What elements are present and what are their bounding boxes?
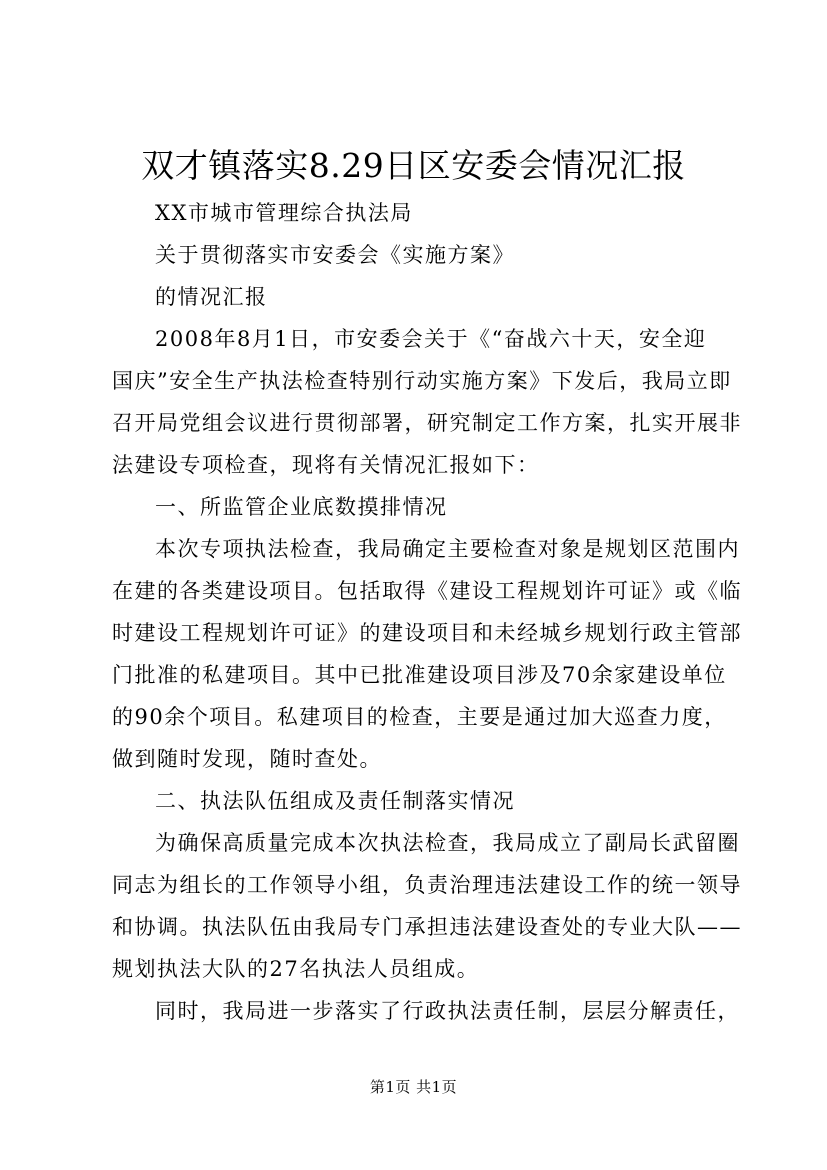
text-line: 国庆”安全生产执法检查特别行动实施方案》下发后，我局立即 xyxy=(112,369,732,393)
text-line: 关于贯彻落实市安委会《实施方案》 xyxy=(155,243,515,267)
section-heading: 一、所监管企业底数摸排情况 xyxy=(155,495,448,519)
text-line: 时建设工程规划许可证》的建设项目和未经城乡规划行政主管部 xyxy=(112,621,742,645)
text-line: 为确保高质量完成本次执法检查，我局成立了副局长武留圈 xyxy=(155,831,740,855)
text-line: 同时，我局进一步落实了行政执法责任制，层层分解责任， xyxy=(155,999,740,1023)
text-line: 召开局党组会议进行贯彻部署，研究制定工作方案，扎实开展非 xyxy=(112,411,742,435)
text-line: 做到随时发现，随时查处。 xyxy=(112,747,382,771)
text-line: 的情况汇报 xyxy=(155,285,268,309)
text-line: 2008年8月1日，市安委会关于《“奋战六十天，安全迎 xyxy=(155,327,707,351)
text-line: 本次专项执法检查，我局确定主要检查对象是规划区范围内 xyxy=(155,537,740,561)
page-number: 第1页 共1页 xyxy=(369,1078,458,1096)
document-title: 双才镇落实8.29日区安委会情况汇报 xyxy=(141,146,686,185)
text-line: 门批准的私建项目。其中已批准建设项目涉及70余家建设单位 xyxy=(112,663,727,687)
text-line: 的90余个项目。私建项目的检查，主要是通过加大巡查力度， xyxy=(112,705,727,729)
text-line: 同志为组长的工作领导小组，负责治理违法建设工作的统一领导 xyxy=(112,873,742,897)
text-line: 规划执法大队的27名执法人员组成。 xyxy=(112,957,480,981)
text-line: 和协调。执法队伍由我局专门承担违法建设查处的专业大队—— xyxy=(112,915,742,939)
section-heading: 二、执法队伍组成及责任制落实情况 xyxy=(155,789,515,813)
text-line: XX市城市管理综合执法局 xyxy=(155,201,413,225)
text-line: 在建的各类建设项目。包括取得《建设工程规划许可证》或《临 xyxy=(112,579,742,603)
text-line: 法建设专项检查，现将有关情况汇报如下： xyxy=(112,453,540,477)
